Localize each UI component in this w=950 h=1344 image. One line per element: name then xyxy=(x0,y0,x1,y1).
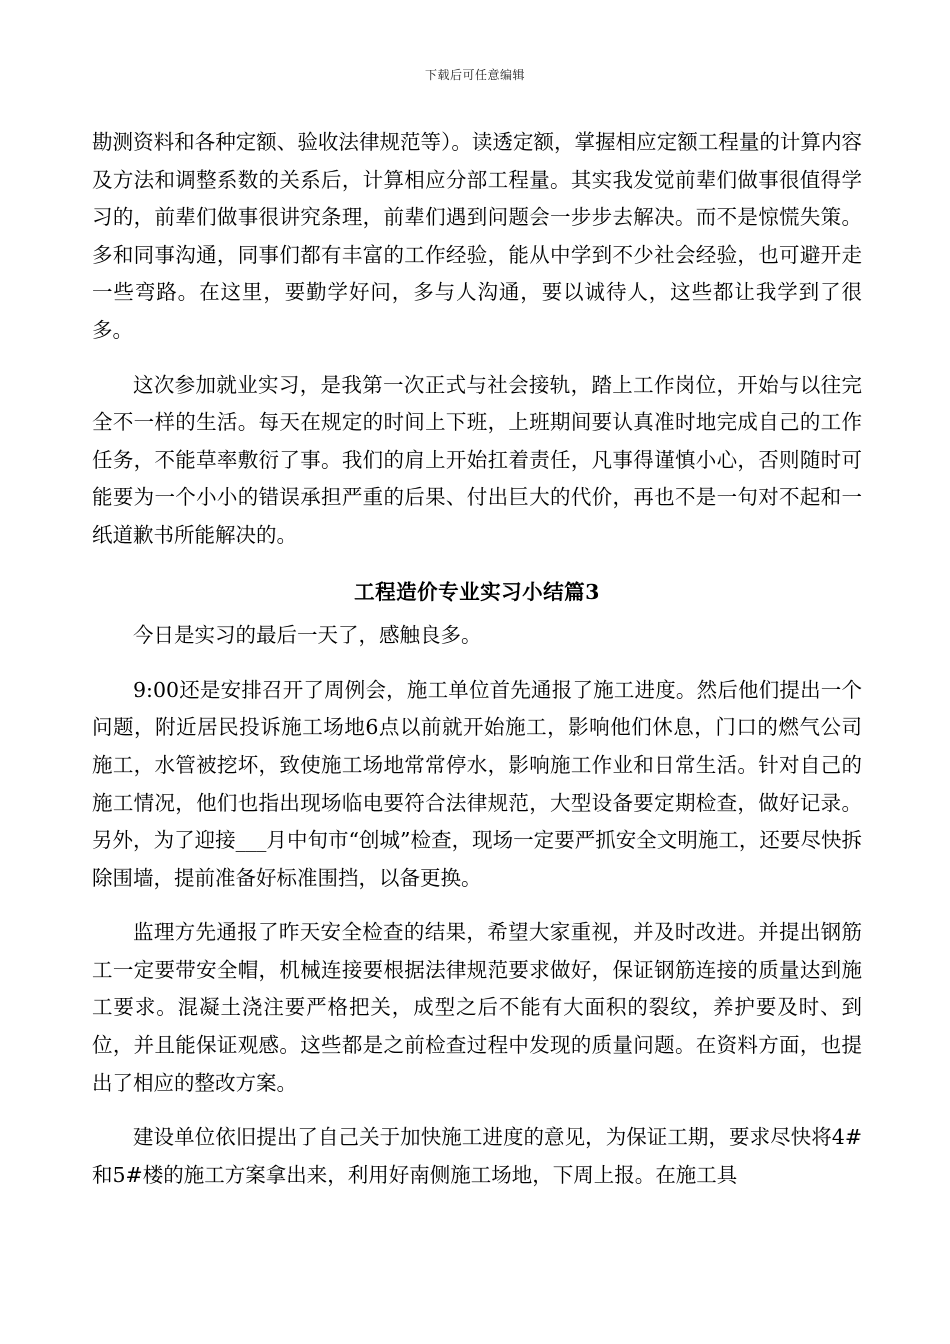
paragraph-weekly-meeting: 9:00还是安排召开了周例会，施工单位首先通报了施工进度。然后他们提出一个问题，附近居民投诉施工场地6点以前就开始施工，影响他们休息，门口的燃气公司施工，水管被挖坏，致使施工场地常常停水，影响施工作业和日常生活。针对自己的施工情况，他们也指出现场临电要符合法律规范，大型设备要定期检查，做好记录。另外，为了迎接___月中旬市“创城”检查，现场一定要严抓安全文明施工，还要尽快拆除围墙，提前准备好标准围挡，以备更换。 xyxy=(92,677,862,890)
paragraph-owner-opinion: 建设单位依旧提出了自己关于加快施工进度的意见，为保证工期，要求尽快将4#和5#楼的施工方案拿出来，利用好南侧施工场地，下周上报。在施工具 xyxy=(92,1125,862,1187)
paragraph-continued: 勘测资料和各种定额、验收法律规范等）。读透定额，掌握相应定额工程量的计算内容及方法和调整系数的关系后，计算相应分部工程量。其实我发觉前辈们做事很值得学习的，前辈们做事很讲究条理，前辈们遇到问题会一步步去解决。而不是惊慌失策。多和同事沟通，同事们都有丰富的工作经验，能从中学到不少社会经验，也可避开走一些弯路。在这里，要勤学好问，多与人沟通，要以诚待人，这些都让我学到了很多。 xyxy=(92,130,862,342)
page-header: 下载后可任意编辑 xyxy=(424,68,525,82)
paragraph-supervisor-report: 监理方先通报了昨天安全检查的结果，希望大家重视，并及时改进。并提出钢筋工一定要带安全帽，机械连接要根据法律规范要求做好，保证钢筋连接的质量达到施工要求。混凝土浇注要严格把关，成型之后不能有大面积的裂纹，养护要及时、到位，并且能保证观感。这些都是之前检查过程中发现的质量问题。在资料方面，也提出了相应的整改方案。 xyxy=(92,920,862,1095)
paragraph-opening: 今日是实习的最后一天了，感触良多。 xyxy=(133,623,482,648)
paragraph-internship-reflection: 这次参加就业实习，是我第一次正式与社会接轨，踏上工作岗位，开始与以往完全不一样的生活。每天在规定的时间上下班，上班期间要认真准时地完成自己的工作任务，不能草率敷衍了事。我们的肩上开始扛着责任，凡事得谨慎小心，否则随时可能要为一个小小的错误承担严重的后果、付出巨大的代价，再也不是一句对不起和一纸道歉书所能解决的。 xyxy=(92,372,862,547)
document-body xyxy=(92,124,862,1194)
section-title: 工程造价专业实习小结篇3 xyxy=(354,579,600,604)
